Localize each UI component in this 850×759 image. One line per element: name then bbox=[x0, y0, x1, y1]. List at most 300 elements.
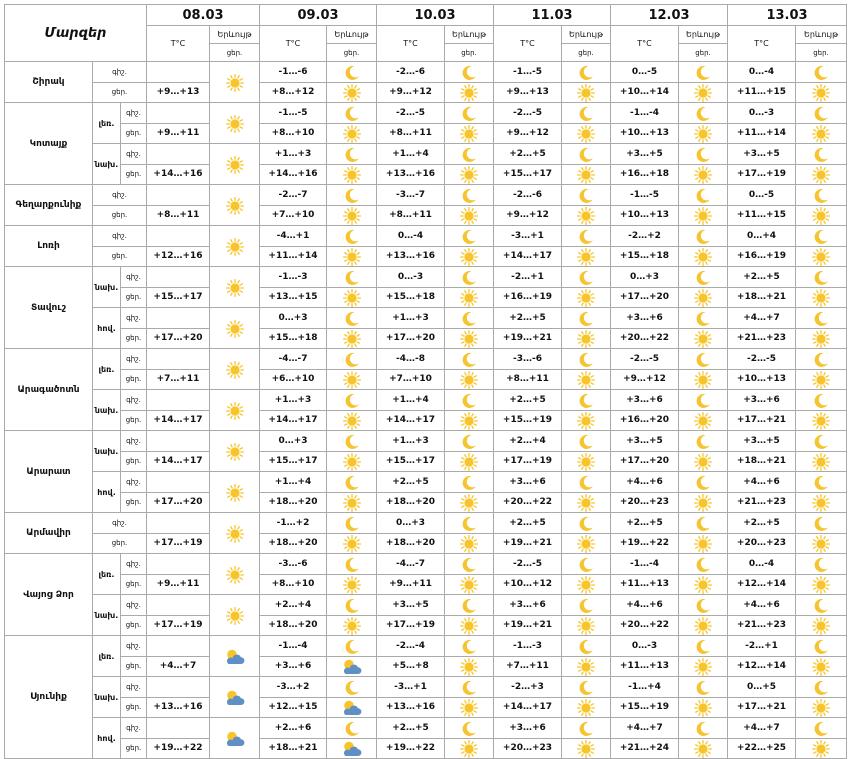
temperature-cell: +20…+22 bbox=[611, 328, 679, 349]
weather-icon-cell bbox=[562, 287, 611, 308]
moon-icon bbox=[343, 310, 361, 328]
temperature-cell: +19…+22 bbox=[611, 533, 679, 554]
table-row bbox=[5, 431, 847, 452]
sun-cloud-icon bbox=[341, 699, 363, 717]
temperature-cell: -2…+2 bbox=[611, 226, 679, 247]
weather-icon-cell bbox=[445, 718, 494, 739]
sun-icon bbox=[694, 371, 712, 389]
sun-icon bbox=[460, 412, 478, 430]
temperature-cell: +16…+18 bbox=[611, 164, 679, 185]
temperature-cell: -2…+1 bbox=[728, 636, 796, 657]
moon-icon bbox=[343, 228, 361, 246]
moon-icon bbox=[460, 187, 478, 205]
weather-icon-cell bbox=[562, 246, 611, 267]
region-name: Վայոց Ձոր bbox=[5, 554, 93, 636]
weather-icon-cell bbox=[679, 246, 728, 267]
sun-icon bbox=[577, 535, 595, 553]
sun-icon bbox=[460, 248, 478, 266]
moon-icon bbox=[812, 310, 830, 328]
weather-icon-cell bbox=[679, 369, 728, 390]
temperature-cell: +16…+19 bbox=[494, 287, 562, 308]
header-day-label: ցեր. bbox=[445, 44, 494, 62]
sun-icon bbox=[812, 289, 830, 307]
moon-icon bbox=[343, 269, 361, 287]
weather-icon-cell bbox=[445, 574, 494, 595]
weather-icon-cell bbox=[327, 513, 377, 534]
weather-icon-cell bbox=[679, 738, 728, 759]
sun-icon bbox=[226, 320, 244, 338]
moon-icon bbox=[812, 515, 830, 533]
temperature-cell: -2…+1 bbox=[494, 267, 562, 288]
weather-icon-cell bbox=[327, 308, 377, 329]
temperature-cell bbox=[147, 636, 210, 657]
moon-icon bbox=[577, 187, 595, 205]
moon-icon bbox=[577, 105, 595, 123]
temperature-cell: +13…+16 bbox=[377, 164, 445, 185]
weather-icon-cell bbox=[796, 103, 847, 124]
weather-icon-cell bbox=[796, 574, 847, 595]
moon-icon bbox=[460, 433, 478, 451]
moon-icon bbox=[343, 679, 361, 697]
weather-icon-cell bbox=[210, 636, 260, 677]
temperature-cell: +15…+18 bbox=[260, 328, 327, 349]
header-temp: T°C bbox=[147, 26, 210, 62]
header-day-label: ցեր. bbox=[562, 44, 611, 62]
time-of-day: ցեր. bbox=[121, 287, 147, 308]
moon-icon bbox=[460, 105, 478, 123]
table-row bbox=[5, 164, 847, 185]
weather-icon-cell bbox=[796, 287, 847, 308]
weather-icon-cell bbox=[562, 656, 611, 677]
temperature-cell: +3…+6 bbox=[494, 472, 562, 493]
sun-icon bbox=[226, 115, 244, 133]
weather-icon-cell bbox=[445, 226, 494, 247]
time-of-day: ցեր. bbox=[121, 369, 147, 390]
temperature-cell: -3…+1 bbox=[377, 677, 445, 698]
weather-icon-cell bbox=[679, 287, 728, 308]
temperature-cell: +20…+22 bbox=[494, 492, 562, 513]
temperature-cell: +18…+20 bbox=[260, 492, 327, 513]
temperature-cell: +7…+10 bbox=[260, 205, 327, 226]
sun-icon bbox=[812, 166, 830, 184]
temperature-cell: +20…+23 bbox=[728, 533, 796, 554]
temperature-cell: +12…+15 bbox=[260, 697, 327, 718]
sun-icon bbox=[812, 617, 830, 635]
moon-icon bbox=[812, 228, 830, 246]
temperature-cell: +2…+6 bbox=[260, 718, 327, 739]
weather-icon-cell bbox=[210, 226, 260, 267]
temperature-cell: +9…+12 bbox=[377, 82, 445, 103]
zone-label: նախ. bbox=[93, 677, 121, 718]
time-of-day: ցեր. bbox=[121, 574, 147, 595]
sun-icon bbox=[460, 207, 478, 225]
temperature-cell: +14…+16 bbox=[147, 164, 210, 185]
weather-icon-cell bbox=[327, 554, 377, 575]
temperature-cell: +13…+16 bbox=[377, 246, 445, 267]
table-row bbox=[5, 246, 847, 267]
zone-label: նախ. bbox=[93, 390, 121, 431]
weather-icon-cell bbox=[327, 636, 377, 657]
temperature-cell bbox=[147, 431, 210, 452]
temperature-cell: +20…+23 bbox=[494, 738, 562, 759]
temperature-cell: +1…+4 bbox=[377, 144, 445, 165]
weather-icon-cell bbox=[679, 472, 728, 493]
weather-icon-cell bbox=[327, 246, 377, 267]
moon-icon bbox=[460, 64, 478, 82]
temperature-cell: +21…+24 bbox=[611, 738, 679, 759]
weather-icon-cell bbox=[679, 205, 728, 226]
moon-icon bbox=[694, 392, 712, 410]
weather-icon-cell bbox=[796, 656, 847, 677]
temperature-cell: -1…-4 bbox=[611, 103, 679, 124]
temperature-cell: +20…+22 bbox=[611, 615, 679, 636]
sun-icon bbox=[226, 484, 244, 502]
weather-icon-cell bbox=[445, 287, 494, 308]
weather-icon-cell bbox=[562, 697, 611, 718]
time-of-day: ցեր. bbox=[121, 492, 147, 513]
zone-label: հով. bbox=[93, 308, 121, 349]
moon-icon bbox=[460, 310, 478, 328]
temperature-cell: +2…+5 bbox=[377, 472, 445, 493]
weather-icon-cell bbox=[327, 677, 377, 698]
zone-label: հով. bbox=[93, 472, 121, 513]
moon-icon bbox=[343, 474, 361, 492]
temperature-cell: +4…+7 bbox=[728, 718, 796, 739]
moon-icon bbox=[577, 310, 595, 328]
temperature-cell: +4…+6 bbox=[728, 472, 796, 493]
temperature-cell: +8…+11 bbox=[377, 123, 445, 144]
temperature-cell: 0…+4 bbox=[728, 226, 796, 247]
weather-icon-cell bbox=[327, 472, 377, 493]
sun-icon bbox=[577, 330, 595, 348]
temperature-cell: 0…-4 bbox=[728, 62, 796, 83]
temperature-cell: +11…+15 bbox=[728, 205, 796, 226]
temperature-cell: -2…-5 bbox=[728, 349, 796, 370]
weather-icon-cell bbox=[562, 369, 611, 390]
moon-icon bbox=[694, 187, 712, 205]
temperature-cell: +10…+13 bbox=[728, 369, 796, 390]
sun-icon bbox=[577, 699, 595, 717]
sun-icon bbox=[694, 412, 712, 430]
temperature-cell: +19…+21 bbox=[494, 615, 562, 636]
temperature-cell: +7…+10 bbox=[377, 369, 445, 390]
table-row bbox=[5, 287, 847, 308]
table-row bbox=[5, 205, 847, 226]
sun-icon bbox=[460, 617, 478, 635]
weather-icon-cell bbox=[679, 615, 728, 636]
temperature-cell: -3…+2 bbox=[260, 677, 327, 698]
time-of-day: ցեր. bbox=[121, 164, 147, 185]
weather-icon-cell bbox=[562, 164, 611, 185]
weather-icon-cell bbox=[445, 205, 494, 226]
weather-icon-cell bbox=[327, 390, 377, 411]
sun-icon bbox=[460, 453, 478, 471]
moon-icon bbox=[812, 105, 830, 123]
weather-icon-cell bbox=[562, 205, 611, 226]
time-of-day: գիշ. bbox=[121, 595, 147, 616]
weather-icon-cell bbox=[562, 185, 611, 206]
temperature-cell bbox=[147, 226, 210, 247]
sun-icon bbox=[694, 166, 712, 184]
weather-icon-cell bbox=[679, 185, 728, 206]
sun-icon bbox=[226, 402, 244, 420]
zone-label: լեռ. bbox=[93, 636, 121, 677]
temperature-cell: +3…+6 bbox=[260, 656, 327, 677]
temperature-cell: -2…-6 bbox=[494, 185, 562, 206]
temperature-cell: +17…+20 bbox=[611, 287, 679, 308]
time-of-day: ցեր. bbox=[121, 615, 147, 636]
temperature-cell: 0…-3 bbox=[377, 267, 445, 288]
weather-icon-cell bbox=[796, 677, 847, 698]
time-of-day: ցեր. bbox=[93, 533, 147, 554]
weather-icon-cell bbox=[796, 246, 847, 267]
table-row bbox=[5, 226, 847, 247]
temperature-cell: +2…+4 bbox=[494, 431, 562, 452]
temperature-cell bbox=[147, 267, 210, 288]
table-row bbox=[5, 718, 847, 739]
table-row bbox=[5, 410, 847, 431]
temperature-cell: +13…+16 bbox=[377, 697, 445, 718]
zone-label: նախ. bbox=[93, 267, 121, 308]
temperature-cell: +2…+5 bbox=[494, 513, 562, 534]
time-of-day: ցեր. bbox=[121, 328, 147, 349]
region-name: Կոտայք bbox=[5, 103, 93, 185]
weather-icon-cell bbox=[679, 144, 728, 165]
weather-icon-cell bbox=[679, 492, 728, 513]
temperature-cell: -1…-4 bbox=[260, 636, 327, 657]
weather-icon-cell bbox=[562, 226, 611, 247]
temperature-cell: 0…-4 bbox=[377, 226, 445, 247]
region-name: Տավուշ bbox=[5, 267, 93, 349]
sun-icon bbox=[460, 371, 478, 389]
sun-icon bbox=[460, 740, 478, 758]
temperature-cell: 0…+3 bbox=[611, 267, 679, 288]
weather-icon-cell bbox=[210, 513, 260, 554]
weather-icon-cell bbox=[327, 595, 377, 616]
temperature-cell: +19…+21 bbox=[494, 533, 562, 554]
moon-icon bbox=[812, 638, 830, 656]
weather-icon-cell bbox=[210, 267, 260, 308]
temperature-cell: -1…+2 bbox=[260, 513, 327, 534]
temperature-cell: +3…+6 bbox=[611, 308, 679, 329]
table-row bbox=[5, 82, 847, 103]
sun-icon bbox=[812, 248, 830, 266]
temperature-cell: +18…+20 bbox=[260, 533, 327, 554]
weather-icon-cell bbox=[210, 308, 260, 349]
sun-icon bbox=[226, 156, 244, 174]
temperature-cell: +21…+23 bbox=[728, 492, 796, 513]
table-row bbox=[5, 595, 847, 616]
table-row bbox=[5, 513, 847, 534]
sun-icon bbox=[694, 207, 712, 225]
sun-icon bbox=[343, 84, 361, 102]
weather-icon-cell bbox=[210, 472, 260, 513]
weather-icon-cell bbox=[327, 492, 377, 513]
weather-icon-cell bbox=[327, 431, 377, 452]
moon-icon bbox=[577, 64, 595, 82]
weather-icon-cell bbox=[327, 287, 377, 308]
sun-icon bbox=[577, 412, 595, 430]
sun-icon bbox=[577, 658, 595, 676]
weather-icon-cell bbox=[445, 185, 494, 206]
temperature-cell: +14…+17 bbox=[377, 410, 445, 431]
temperature-cell: 0…+3 bbox=[260, 308, 327, 329]
time-of-day: ցեր. bbox=[121, 451, 147, 472]
temperature-cell: +9…+12 bbox=[611, 369, 679, 390]
weather-icon-cell bbox=[562, 431, 611, 452]
sun-icon bbox=[694, 125, 712, 143]
weather-icon-cell bbox=[562, 533, 611, 554]
sun-icon bbox=[577, 453, 595, 471]
sun-icon bbox=[812, 658, 830, 676]
temperature-cell bbox=[147, 185, 210, 206]
weather-icon-cell bbox=[210, 144, 260, 185]
weather-icon-cell bbox=[796, 267, 847, 288]
temperature-cell: +2…+5 bbox=[494, 308, 562, 329]
weather-icon-cell bbox=[679, 62, 728, 83]
region-name: Արագածոտն bbox=[5, 349, 93, 431]
moon-icon bbox=[694, 269, 712, 287]
weather-icon-cell bbox=[796, 533, 847, 554]
moon-icon bbox=[460, 720, 478, 738]
moon-icon bbox=[694, 638, 712, 656]
time-of-day: գիշ. bbox=[121, 554, 147, 575]
temperature-cell: +14…+17 bbox=[494, 246, 562, 267]
temperature-cell: +10…+13 bbox=[611, 123, 679, 144]
moon-icon bbox=[460, 269, 478, 287]
sun-cloud-icon bbox=[224, 648, 246, 666]
temperature-cell bbox=[147, 513, 210, 534]
table-row bbox=[5, 349, 847, 370]
region-name: Գեղարքունիք bbox=[5, 185, 93, 226]
sun-icon bbox=[343, 617, 361, 635]
sun-icon bbox=[694, 494, 712, 512]
temperature-cell: +4…+7 bbox=[611, 718, 679, 739]
header-date: 10.03 bbox=[377, 5, 494, 26]
sun-icon bbox=[694, 535, 712, 553]
header-temp: T°C bbox=[611, 26, 679, 62]
sun-cloud-icon bbox=[341, 658, 363, 676]
temperature-cell: +9…+11 bbox=[147, 574, 210, 595]
temperature-cell: +6…+10 bbox=[260, 369, 327, 390]
weather-icon-cell bbox=[796, 554, 847, 575]
weather-icon-cell bbox=[445, 164, 494, 185]
weather-icon-cell bbox=[445, 472, 494, 493]
temperature-cell: +15…+17 bbox=[147, 287, 210, 308]
temperature-cell: +14…+17 bbox=[494, 697, 562, 718]
weather-icon-cell bbox=[327, 369, 377, 390]
temperature-cell: 0…-4 bbox=[728, 554, 796, 575]
temperature-cell: +3…+6 bbox=[494, 595, 562, 616]
time-of-day: գիշ. bbox=[93, 513, 147, 534]
table-row bbox=[5, 472, 847, 493]
table-row bbox=[5, 185, 847, 206]
temperature-cell: -2…-5 bbox=[494, 554, 562, 575]
sun-icon bbox=[812, 207, 830, 225]
temperature-cell: +15…+17 bbox=[260, 451, 327, 472]
time-of-day: ցեր. bbox=[93, 246, 147, 267]
temperature-cell: +18…+20 bbox=[377, 492, 445, 513]
moon-icon bbox=[694, 228, 712, 246]
weather-icon-cell bbox=[445, 513, 494, 534]
temperature-cell: +1…+3 bbox=[260, 144, 327, 165]
temperature-cell: +2…+5 bbox=[494, 390, 562, 411]
header-date: 11.03 bbox=[494, 5, 611, 26]
moon-icon bbox=[343, 556, 361, 574]
sun-icon bbox=[226, 443, 244, 461]
sun-icon bbox=[812, 412, 830, 430]
weather-icon-cell bbox=[562, 677, 611, 698]
weather-icon-cell bbox=[445, 677, 494, 698]
sun-icon bbox=[460, 535, 478, 553]
weather-icon-cell bbox=[445, 636, 494, 657]
weather-icon-cell bbox=[796, 123, 847, 144]
temperature-cell: +2…+5 bbox=[728, 267, 796, 288]
sun-icon bbox=[460, 658, 478, 676]
weather-icon-cell bbox=[210, 431, 260, 472]
sun-icon bbox=[460, 330, 478, 348]
weather-icon-cell bbox=[562, 308, 611, 329]
temperature-cell: +16…+20 bbox=[611, 410, 679, 431]
weather-icon-cell bbox=[679, 82, 728, 103]
temperature-cell bbox=[147, 62, 210, 83]
moon-icon bbox=[343, 351, 361, 369]
weather-icon-cell bbox=[562, 595, 611, 616]
weather-icon-cell bbox=[210, 390, 260, 431]
weather-icon-cell bbox=[679, 328, 728, 349]
temperature-cell: +18…+20 bbox=[377, 533, 445, 554]
temperature-cell: 0…+5 bbox=[728, 677, 796, 698]
sun-icon bbox=[343, 453, 361, 471]
moon-icon bbox=[343, 187, 361, 205]
weather-icon-cell bbox=[796, 308, 847, 329]
sun-icon bbox=[694, 453, 712, 471]
moon-icon bbox=[694, 351, 712, 369]
weather-icon-cell bbox=[562, 390, 611, 411]
temperature-cell bbox=[147, 472, 210, 493]
sun-icon bbox=[694, 658, 712, 676]
time-of-day: գիշ. bbox=[121, 677, 147, 698]
weather-icon-cell bbox=[679, 595, 728, 616]
moon-icon bbox=[812, 474, 830, 492]
weather-icon-cell bbox=[445, 533, 494, 554]
weather-icon-cell bbox=[679, 164, 728, 185]
forecast-table bbox=[4, 4, 847, 759]
sun-icon bbox=[694, 740, 712, 758]
weather-icon-cell bbox=[562, 267, 611, 288]
temperature-cell: +18…+20 bbox=[260, 615, 327, 636]
temperature-cell: +8…+10 bbox=[260, 123, 327, 144]
weather-icon-cell bbox=[562, 349, 611, 370]
weather-icon-cell bbox=[679, 410, 728, 431]
table-row bbox=[5, 738, 847, 759]
temperature-cell: -1…-3 bbox=[260, 267, 327, 288]
temperature-cell: +1…+4 bbox=[377, 390, 445, 411]
temperature-cell: -1…-3 bbox=[494, 636, 562, 657]
temperature-cell: +8…+11 bbox=[147, 205, 210, 226]
moon-icon bbox=[343, 392, 361, 410]
moon-icon bbox=[460, 228, 478, 246]
table-row bbox=[5, 656, 847, 677]
moon-icon bbox=[577, 433, 595, 451]
moon-icon bbox=[812, 556, 830, 574]
weather-icon-cell bbox=[445, 246, 494, 267]
temperature-cell: +20…+23 bbox=[611, 492, 679, 513]
sun-icon bbox=[812, 699, 830, 717]
moon-icon bbox=[694, 146, 712, 164]
sun-icon bbox=[343, 248, 361, 266]
weather-icon-cell bbox=[562, 472, 611, 493]
